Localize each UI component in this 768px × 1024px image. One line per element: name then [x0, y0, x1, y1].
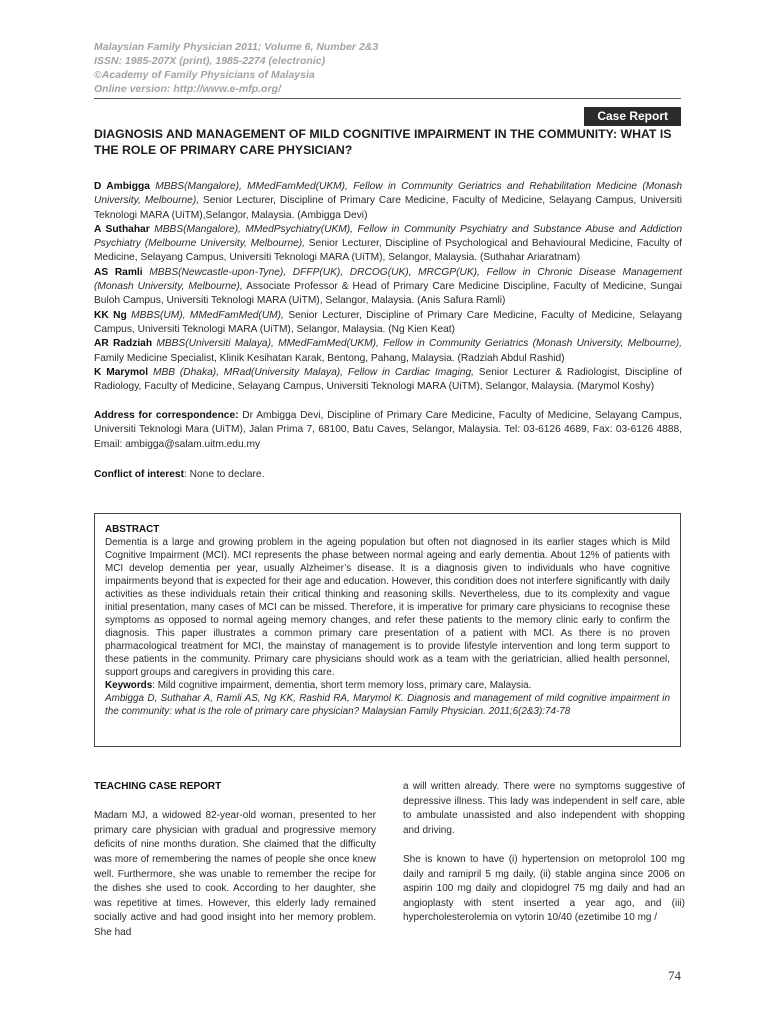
author-qualifications: MBBS(Newcastle-upon-Tyne), DFFP(UK), DRCOG(UK), MRCGP(UK), Fellow in Chronic Disease Management (Monash University, Melbourne),: [94, 266, 682, 293]
author-qualifications: MBBS(Mangalore), MMedFamMed(UKM), Fellow in Community Geriatrics and Rehabilitation Medicine (Monash University, Melbourne),: [94, 181, 683, 207]
author-entry: [94, 223, 682, 266]
body-paragraph: She is known to have (i) hypertension on metoprolol 100 mg daily and ramipril 5 mg daily, (ii) stable angina since 2006 on aspirin 100 mg daily and clopidogrel 75 mg daily and had an angioplasty with stent inserted a year ago, and (iii) hypercholesterolemia on vytorin 10/40 (ezetimibe 10 mg /: [403, 853, 685, 924]
correspondence-label: Address for correspondence:: [94, 410, 239, 421]
abstract-box: [94, 513, 681, 747]
correspondence-text: Dr Ambigga Devi, Discipline of Primary Care Medicine, Faculty of Medicine, Selayang Campus, Universiti Teknologi Mara (UiTM), Jalan Prima 7, 68100, Batu Caves, Selangor, Malaysia. Tel: 03-6126 4689, Fax: 03-6126 4888, Email: ambigga@salam.uitm.edu.my: [94, 410, 682, 450]
paper-page: [94, 40, 685, 983]
author-affiliation: Associate Professor & Head of Primary Care Medicine Discipline, Faculty of Medicine, Sungai Buloh Campus, Universiti Teknologi MARA (UiTM), Selangor, Malaysia. (Anis Safura Ramli): [94, 281, 682, 307]
author-entry: [94, 180, 682, 223]
header-divider: [94, 98, 681, 99]
author-affiliation: Senior Lecturer, Discipline of Primary Care Medicine, Faculty of Medicine, Selayang Campus, Universiti Teknologi MARA (UiTM),Selangor, Malaysia. (Ambigga Devi): [94, 195, 682, 221]
author-name: A Suthahar: [94, 223, 150, 235]
author-name: K Marymol: [94, 366, 149, 378]
author-name: AS Ramli: [94, 266, 143, 278]
author-entry: [94, 337, 682, 366]
article-type-badge: Case Report: [584, 107, 681, 126]
keywords-text: : Mild cognitive impairment, dementia, short term memory loss, primary care, Malaysia.: [152, 680, 532, 691]
body-column-right: [403, 780, 685, 941]
journal-citation: Malaysian Family Physician 2011; Volume 6, Number 2&3: [94, 41, 379, 53]
author-name: D Ambigga: [94, 181, 150, 192]
author-affiliation: Family Medicine Specialist, Klinik Kesihatan Karak, Bentong, Pahang, Malaysia. (Radziah Abdul Rashid): [94, 352, 565, 364]
correspondence-address: [94, 409, 682, 452]
author-entry: [94, 309, 682, 338]
author-affiliation: Senior Lecturer, Discipline of Primary Care Medicine, Faculty of Medicine, Selayang Campus, Universiti Teknologi MARA (UiTM), Selangor, Malaysia. (Ng Kien Keat): [94, 309, 682, 335]
abstract-heading: ABSTRACT: [105, 524, 160, 535]
journal-copyright: ©Academy of Family Physicians of Malaysia: [94, 69, 315, 81]
conflict-of-interest: [94, 468, 264, 482]
abstract-body: Dementia is a large and growing problem in the ageing population but often not diagnosed in its earlier stages which is Mild Cognitive Impairment (MCI). MCI represents the phase between normal ageing and early dementia. About 12% of patients with MCI develop dementia per year, usually Alzheimer’s disease. It is a diagnosis given to individuals who have cognitive impairments beyond that is expected for their age and education. However, this condition does not interfere significantly with daily activities as these individuals retain their critical thinking and reasoning skills. Nevertheless, due to its complexity and vague initial presentation, many cases of MCI can be missed. Therefore, it is imperative for primary care physicians to recognise these symptoms as opposed to normal ageing memory changes, and refer these patients to the memory clinic early to confirm the diagnosis. This paper illustrates a common primary care presentation of a patient with MCI. As there is no proven pharmacological treatment for MCI, the mainstay of management is to provide lifestyle intervention and long term support to these patients in the community. Primary care physicians should work as a team with the geriatrician, allied health personnel, support groups and caregivers in providing this care.: [105, 537, 670, 678]
author-list: [94, 180, 682, 394]
conflict-label: Conflict of interest: [94, 469, 184, 480]
body-column-left: [94, 780, 376, 955]
author-entry: [94, 366, 682, 395]
abstract-keywords: [105, 679, 670, 692]
author-qualifications: MBB (Dhaka), MRad(University Malaya), Fellow in Cardiac Imaging,: [152, 366, 474, 378]
journal-issn: ISSN: 1985-207X (print), 1985-2274 (electronic): [94, 55, 326, 67]
section-heading: TEACHING CASE REPORT: [94, 781, 222, 792]
abstract-citation: Ambigga D, Suthahar A, Ramli AS, Ng KK, Rashid RA, Marymol K. Diagnosis and management of mild cognitive impairment in the community: what is the role of primary care physician? Malaysian Family Physician. 2011;6(2&3):74-78: [105, 693, 670, 717]
author-qualifications: MBBS(Mangalore), MMedPsychiatry(UKM), Fellow in Community Psychiatry and Substance Abuse and Addiction Psychiatry (Melbourne University, Melbourne),: [94, 223, 682, 250]
page-number: 74: [668, 968, 681, 983]
journal-header: [94, 40, 681, 96]
journal-online-version: Online version: http://www.e-mfp.org/: [94, 83, 281, 95]
author-qualifications: MBBS(Universiti Malaya), MMedFamMed(UKM), Fellow in Community Geriatrics (Monash University, Melbourne),: [156, 338, 682, 350]
author-qualifications: MBBS(UM), MMedFamMed(UM),: [131, 309, 284, 321]
body-paragraph: Madam MJ, a widowed 82-year-old woman, presented to her primary care physician with gradual and progressive memory deficits of nine months duration. She claimed that the difficulty was more of remembering the names of people she once knew well. Furthermore, she was unable to remember the recipe for the dishes she used to cook. According to her daughter, she was repetitive at times. However, this elderly lady remained socially active and had good insight into her memory problem. She had: [94, 810, 376, 938]
conflict-text: : None to declare.: [184, 469, 265, 480]
author-affiliation: Senior Lecturer & Radiologist, Discipline of Radiology, Faculty of Medicine, Selayang Campus, Universiti Teknologi MARA (UiTM), Selangor, Malaysia. (Marymol Koshy): [94, 366, 682, 393]
author-affiliation: Senior Lecturer, Discipline of Psychological and Behavioural Medicine, Faculty of Medicine, Selayang Campus, Universiti Teknologi MARA (UiTM), Selangor, Malaysia. (Suthahar Ariaratnam): [94, 238, 682, 264]
keywords-label: Keywords: [105, 680, 153, 691]
author-name: AR Radziah: [94, 338, 153, 350]
body-paragraph: a will written already. There were no symptoms suggestive of depressive illness. This lady was independent in self care, able to ambulate unassisted and also independent with shopping and driving.: [403, 781, 685, 836]
author-name: KK Ng: [94, 309, 127, 321]
author-entry: [94, 266, 682, 309]
article-title: DIAGNOSIS AND MANAGEMENT OF MILD COGNITIVE IMPAIRMENT IN THE COMMUNITY: WHAT IS THE ROLE OF PRIMARY CARE PHYSICIAN?: [94, 127, 672, 157]
